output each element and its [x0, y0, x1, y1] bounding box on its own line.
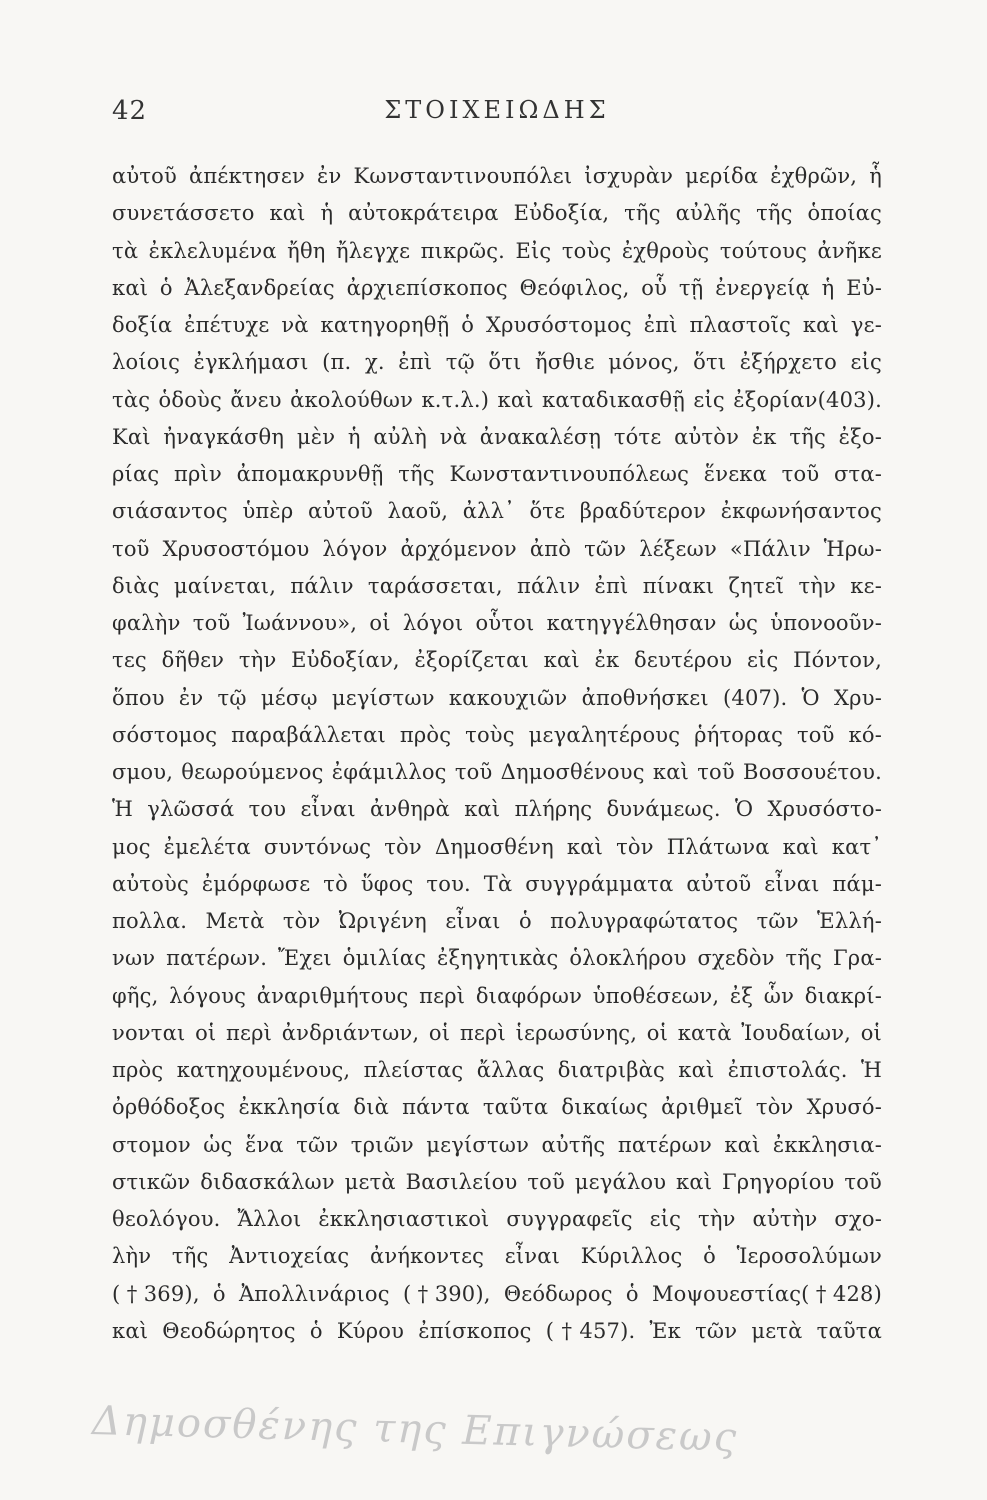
text-line: ὅπου ἐν τῷ μέσῳ μεγίστων κακουχιῶν ἀποθνήσκει (407). Ὁ Χρυ-: [112, 685, 882, 710]
text-line: μος ἐμελέτα συντόνως τὸν Δημοσθένη καὶ τὸν Πλάτωνα καὶ κατ᾽: [112, 834, 882, 859]
text-line: τὰ ἐκλελυμένα ἤθη ἤλεγχε πικρῶς. Εἰς τοὺς ἐχθροὺς τούτους ἀνῆκε: [112, 238, 882, 263]
text-line: λοίοις ἐγκλήμασι (π. χ. ἐπὶ τῷ ὅτι ἤσθιε μόνος, ὅτι ἐξήρχετο εἰς: [112, 350, 882, 375]
text-line: (†369), ὁ Ἀπολλινάριος (†390), Θεόδωρος ὁ Μοψουεστίας(†428): [112, 1281, 882, 1306]
text-line: αὐτοὺς ἐμόρφωσε τὸ ὕφος του. Τὰ συγγράμματα αὐτοῦ εἶναι πάμ-: [112, 871, 882, 896]
text-line: φῆς, λόγους ἀναριθμήτους περὶ διαφόρων ὑποθέσεων, ἐξ ὧν διακρί-: [112, 983, 882, 1008]
text-line: Ἡ γλῶσσά του εἶναι ἀνθηρὰ καὶ πλήρης δυνάμεως. Ὁ Χρυσόστο-: [112, 797, 882, 822]
text-line: σόστομος παραβάλλεται πρὸς τοὺς μεγαλητέρους ῥήτορας τοῦ κό-: [112, 722, 882, 747]
text-line: συνετάσσετο καὶ ἡ αὐτοκράτειρα Εὐδοξία, τῆς αὐλῆς τῆς ὁποίας: [112, 201, 882, 226]
running-title: ΣΤΟΙΧΕΙΩΔΗΣ: [384, 96, 610, 124]
text-line: σμου, θεωρούμενος ἐφάμιλλος τοῦ Δημοσθένους καὶ τοῦ Βοσσουέτου.: [112, 760, 882, 784]
handwritten-note: Δημοσθένης της Επιγνώσεως: [91, 1398, 739, 1461]
text-line: καὶ Θεοδώρητος ὁ Κύρου ἐπίσκοπος (†457). Ἐκ τῶν μετὰ ταῦτα: [112, 1318, 882, 1343]
text-line: στικῶν διδασκάλων μετὰ Βασιλείου τοῦ μεγάλου καὶ Γρηγορίου τοῦ: [112, 1169, 882, 1194]
text-line: σιάσαντος ὑπὲρ αὐτοῦ λαοῦ, ἀλλ᾽ ὅτε βραδύτερον ἐκφωνήσαντος: [112, 499, 882, 524]
text-line: νονται οἱ περὶ ἀνδριάντων, οἱ περὶ ἱερωσύνης, οἱ κατὰ Ἰουδαίων, οἱ: [112, 1020, 882, 1045]
text-line: τες δῆθεν τὴν Εὐδοξίαν, ἐξορίζεται καὶ ἐκ δευτέρου εἰς Πόντον,: [112, 648, 882, 673]
text-line: καὶ ὁ Ἀλεξανδρείας ἀρχιεπίσκοπος Θεόφιλος, οὗ τῇ ἐνεργείᾳ ἡ Εὐ-: [112, 275, 882, 300]
text-line: ρίας πρὶν ἀπομακρυνθῇ τῆς Κωνσταντινουπόλεως ἕνεκα τοῦ στα-: [112, 462, 882, 486]
text-line: θεολόγου. Ἄλλοι ἐκκλησιαστικοὶ συγγραφεῖς εἰς τὴν αὐτὴν σχο-: [112, 1207, 882, 1231]
text-line: στομον ὡς ἕνα τῶν τριῶν μεγίστων αὐτῆς πατέρων καὶ ἐκκλησια-: [112, 1132, 882, 1157]
text-line: αὐτοῦ ἀπέκτησεν ἐν Κωνσταντινουπόλει ἰσχυρὰν μερίδα ἐχθρῶν, ἧ: [112, 164, 882, 188]
text-line: διὰς μαίνεται, πάλιν ταράσσεται, πάλιν ἐπὶ πίνακι ζητεῖ τὴν κε-: [112, 573, 882, 598]
text-line: Καὶ ἠναγκάσθη μὲν ἡ αὐλὴ νὰ ἀνακαλέσῃ τότε αὐτὸν ἐκ τῆς ἐξο-: [112, 424, 882, 449]
body-text: [112, 158, 882, 1350]
text-line: φαλὴν τοῦ Ἰωάννου», οἱ λόγοι οὗτοι κατηγγέλθησαν ὡς ὑπονοοῦν-: [112, 611, 882, 635]
text-line: τοῦ Χρυσοστόμου λόγον ἀρχόμενον ἀπὸ τῶν λέξεων «Πάλιν Ἡρω-: [112, 536, 882, 561]
page-header: [112, 96, 882, 136]
text-line: ὀρθόδοξος ἐκκλησία διὰ πάντα ταῦτα δικαίως ἀριθμεῖ τὸν Χρυσό-: [112, 1095, 882, 1120]
page-number: 42: [112, 96, 148, 126]
text-line: νων πατέρων. Ἔχει ὁμιλίας ἐξηγητικὰς ὁλοκλήρου σχεδὸν τῆς Γρα-: [112, 946, 882, 971]
text-line: τὰς ὁδοὺς ἄνευ ἀκολούθων κ.τ.λ.) καὶ καταδικασθῇ εἰς ἐξορίαν(403).: [112, 387, 882, 412]
text-line: πρὸς κατηχουμένους, πλείστας ἄλλας διατριβὰς καὶ ἐπιστολάς. Ἡ: [112, 1058, 882, 1082]
text-line: δοξία ἐπέτυχε νὰ κατηγορηθῇ ὁ Χρυσόστομος ἐπὶ πλαστοῖς καὶ γε-: [112, 313, 882, 337]
text-line: πολλα. Μετὰ τὸν Ὠριγένη εἶναι ὁ πολυγραφώτατος τῶν Ἑλλή-: [112, 909, 882, 933]
text-line: λὴν τῆς Ἀντιοχείας ἀνήκοντες εἶναι Κύριλλος ὁ Ἱεροσολύμων: [112, 1244, 882, 1269]
